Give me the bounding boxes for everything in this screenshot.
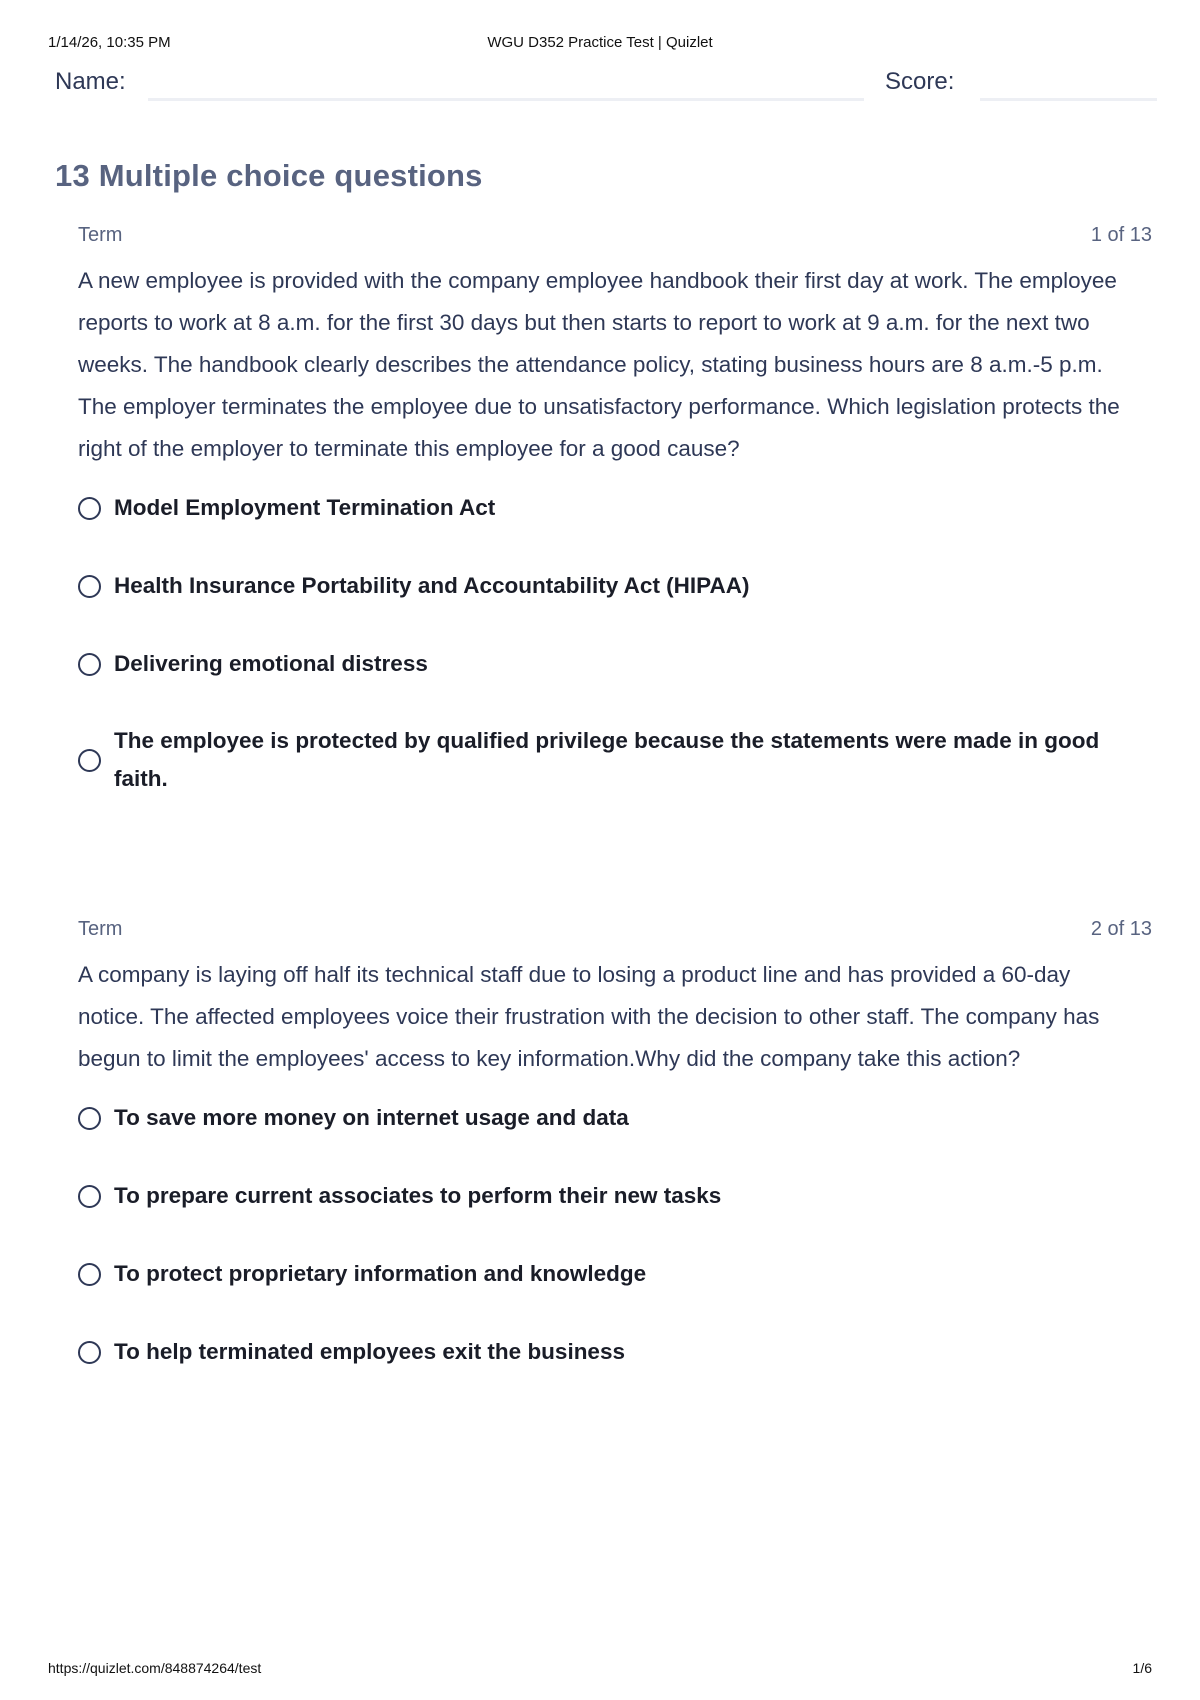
section-title: 13 Multiple choice questions	[55, 158, 483, 193]
answer-option[interactable]	[78, 1254, 1152, 1294]
answer-option-label: Delivering emotional distress	[114, 651, 428, 676]
answer-option[interactable]	[78, 1176, 1152, 1216]
question-text: A company is laying off half its technical staff due to losing a product line and has provided a 60-day notice. The affected employees voice their frustration with the decision to other staff. The company has begun to limit the employees' access to key information.Why did the company take this action?	[78, 962, 1100, 1071]
term-label: Term	[78, 224, 123, 246]
question-counter: 1 of 13	[1090, 224, 1152, 246]
radio-button[interactable]	[78, 1107, 101, 1130]
name-label: Name:	[55, 68, 126, 95]
answer-option[interactable]	[78, 488, 1152, 528]
score-label: Score:	[885, 68, 955, 95]
radio-button[interactable]	[78, 575, 101, 598]
print-date: 1/14/26, 10:35 PM	[48, 34, 171, 51]
print-page-title: WGU D352 Practice Test | Quizlet	[487, 34, 713, 51]
page-number: 1/6	[1132, 1660, 1152, 1676]
question-meta	[78, 918, 1152, 944]
radio-button[interactable]	[78, 497, 101, 520]
radio-button[interactable]	[78, 653, 101, 676]
name-score-row	[55, 68, 1152, 108]
score-field[interactable]	[980, 98, 1157, 101]
answer-option-label: Model Employment Termination Act	[114, 495, 496, 520]
radio-button[interactable]	[78, 1263, 101, 1286]
answer-option-label: The employee is protected by qualified privilege because the statements were made in good faith.	[114, 728, 1100, 791]
print-header	[48, 34, 1152, 54]
print-footer	[48, 1660, 1152, 1680]
question-text: A new employee is provided with the company employee handbook their first day at work. The employee reports to work at 8 a.m. for the first 30 days but then starts to report to work at 9 a.m. for the next two weeks. The handbook clearly describes the attendance policy, stating business hours are 8 a.m.-5 p.m. The employer terminates the employee due to unsatisfactory performance. Which legislation protects the right of the employer to terminate this employee for a good cause?	[78, 268, 1120, 461]
radio-button[interactable]	[78, 1341, 101, 1364]
radio-button[interactable]	[78, 1185, 101, 1208]
radio-button[interactable]	[78, 749, 101, 772]
question-card	[78, 224, 1152, 836]
answer-option[interactable]	[78, 722, 1152, 798]
question-meta	[78, 224, 1152, 250]
print-url: https://quizlet.com/848874264/test	[48, 1660, 262, 1676]
answer-option[interactable]	[78, 644, 1152, 684]
answer-option-label: To prepare current associates to perform their new tasks	[114, 1183, 722, 1208]
answer-options	[78, 1098, 1152, 1372]
answer-option-label: To protect proprietary information and knowledge	[114, 1261, 647, 1286]
term-label: Term	[78, 918, 123, 940]
name-field[interactable]	[148, 98, 864, 101]
answer-option-label: To help terminated employees exit the business	[114, 1339, 625, 1364]
answer-options	[78, 488, 1152, 798]
answer-option-label: To save more money on internet usage and data	[114, 1105, 629, 1130]
answer-option[interactable]	[78, 1332, 1152, 1372]
question-card	[78, 918, 1152, 1410]
answer-option[interactable]	[78, 566, 1152, 606]
answer-option[interactable]	[78, 1098, 1152, 1138]
question-counter: 2 of 13	[1090, 918, 1152, 940]
answer-option-label: Health Insurance Portability and Accountability Act (HIPAA)	[114, 573, 750, 598]
